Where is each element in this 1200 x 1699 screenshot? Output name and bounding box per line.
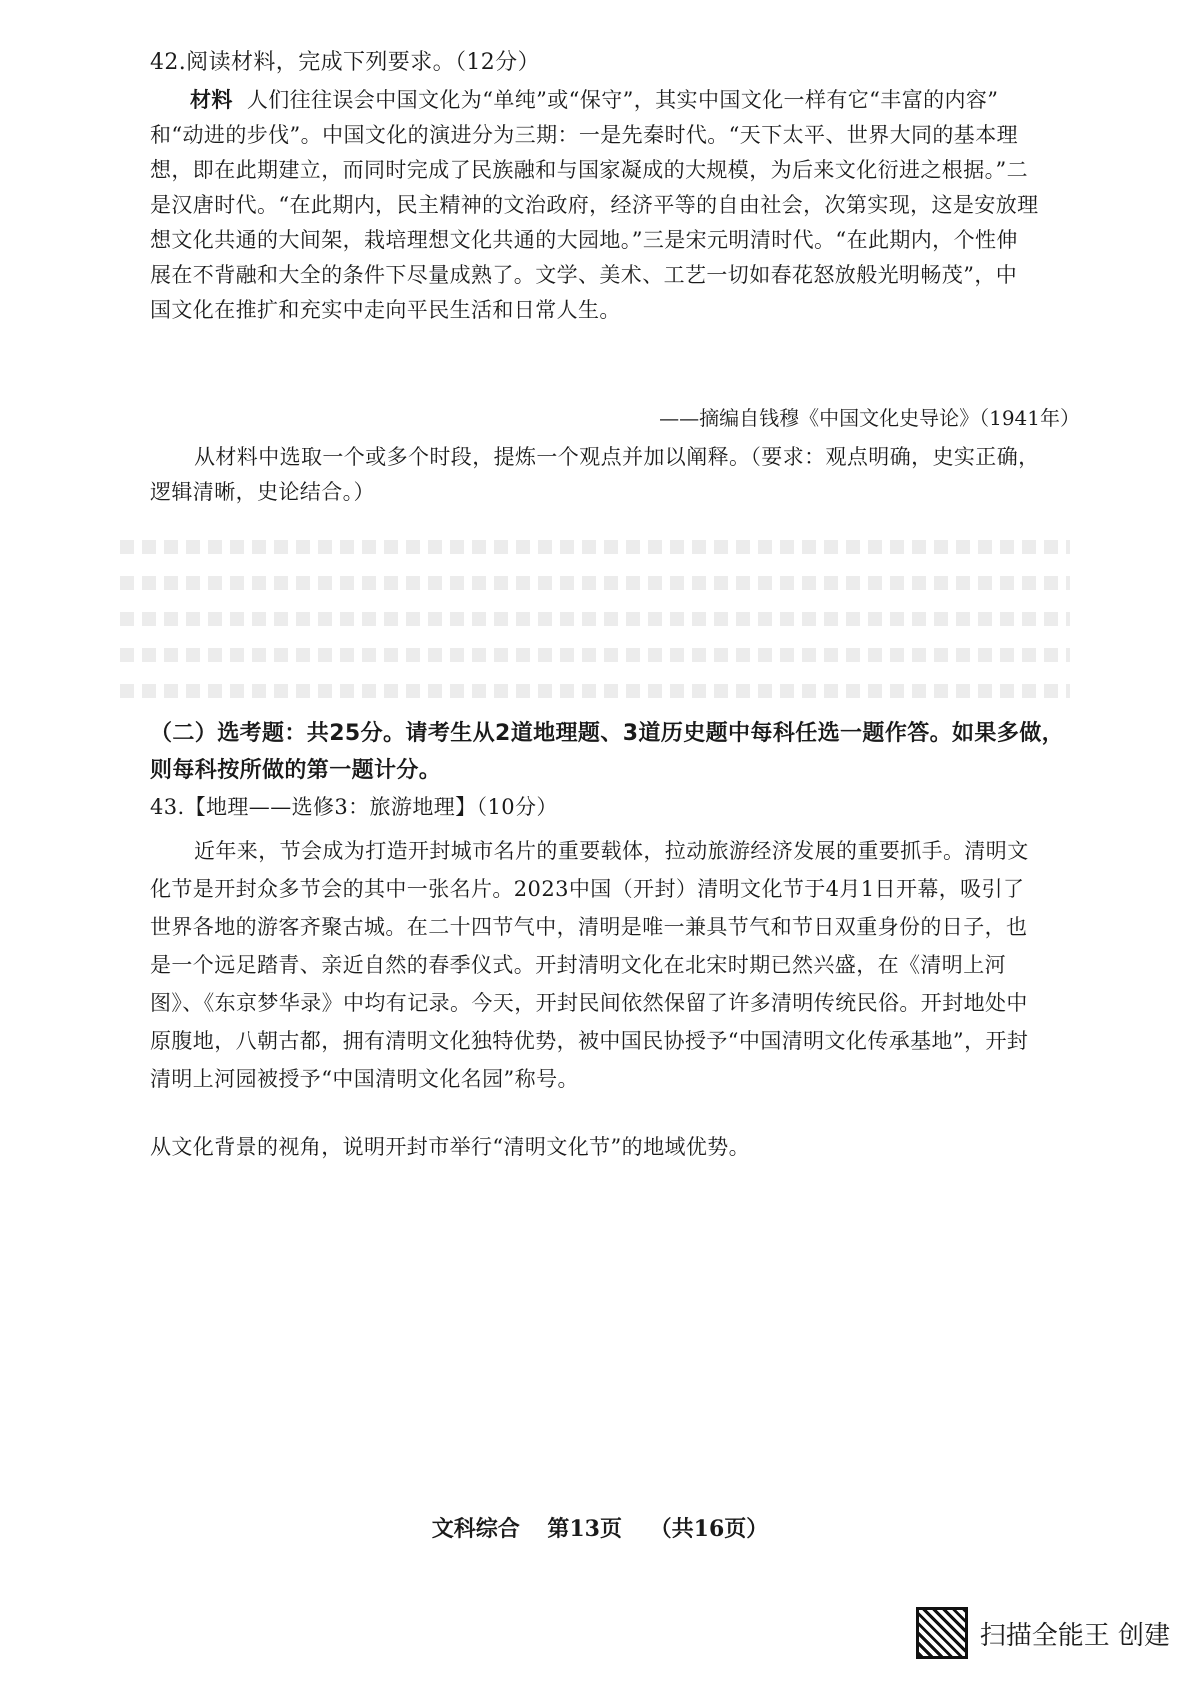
question-43-task: 从文化背景的视角，说明开封市举行“清明文化节”的地域优势。 — [150, 1135, 751, 1159]
scanner-watermark — [916, 1607, 1170, 1659]
material-line: 想文化共通的大间架，栽培理想文化共通的大园地。”三是宋元明清时代。“在此期内，个性伸 — [150, 228, 1018, 252]
body-line: 世界各地的游客齐聚古城。在二十四节气中，清明是唯一兼具节气和节日双重身份的日子，也 — [150, 915, 1028, 939]
bleed-through-text — [120, 540, 1070, 710]
footer-total-pages: （共16页） — [649, 1516, 769, 1542]
material-line: 国文化在推扩和充实中走向平民生活和日常人生。 — [150, 298, 621, 322]
elective-line: （二）选考题：共25分。请考生从2道地理题、3道历史题中每科任选一题作答。如果多做， — [150, 721, 1065, 746]
question-43-body — [150, 832, 1070, 1098]
question-42-title: 42.阅读材料，完成下列要求。（12分） — [150, 50, 540, 75]
body-line: 清明上河园被授予“中国清明文化名园”称号。 — [150, 1067, 579, 1091]
question-43-title-block — [150, 790, 1070, 825]
question-42-task — [150, 440, 1070, 510]
body-line: 化节是开封众多节会的其中一张名片。2023中国（开封）清明文化节于4月1日开幕，吸引了 — [150, 877, 1025, 901]
material-source: ——摘编自钱穆《中国文化史导论》（1941年） — [659, 406, 1080, 430]
body-line: 原腹地，八朝古都，拥有清明文化独特优势，被中国民协授予“中国清明文化传承基地”，开封 — [150, 1029, 1029, 1053]
question-42-material — [150, 82, 1070, 328]
material-line: 想，即在此期建立，而同时完成了民族融和与国家凝成的大规模，为后来文化衍进之根据。”二 — [150, 158, 1029, 182]
question-43-title: 43.【地理——选修3：旅游地理】（10分） — [150, 795, 558, 819]
scanner-label: 扫描全能王 创建 — [979, 1620, 1170, 1651]
material-label: 材料 — [190, 87, 233, 112]
question-42-title-block — [150, 45, 1070, 80]
page-footer — [0, 1512, 1200, 1543]
task-line: 逻辑清晰，史论结合。） — [150, 480, 375, 504]
footer-page-number: 第13页 — [547, 1516, 622, 1542]
qr-code-icon — [916, 1607, 968, 1659]
elective-instructions — [150, 715, 1070, 789]
task-line: 从材料中选取一个或多个时段，提炼一个观点并加以阐释。（要求：观点明确，史实正确， — [194, 445, 1040, 469]
material-line: 和“动进的步伐”。中国文化的演进分为三期：一是先秦时代。“天下太平、世界大同的基本理 — [150, 123, 1019, 147]
material-line: 展在不背融和大全的条件下尽量成熟了。文学、美术、工艺一切如春花怒放般光明畅茂”，中 — [150, 263, 1018, 287]
footer-subject: 文科综合 — [431, 1516, 520, 1542]
body-line: 图》、《东京梦华录》中均有记录。今天，开封民间依然保留了许多清明传统民俗。开封地处中 — [150, 991, 1028, 1015]
material-line: 是汉唐时代。“在此期内，民主精神的文治政府，经济平等的自由社会，次第实现，这是安放理 — [150, 193, 1039, 217]
body-line: 近年来，节会成为打造开封城市名片的重要载体，拉动旅游经济发展的重要抓手。清明文 — [194, 839, 1029, 863]
question-43-task-block — [150, 1130, 1070, 1165]
body-line: 是一个远足踏青、亲近自然的春季仪式。开封清明文化在北宋时期已然兴盛，在《清明上河 — [150, 953, 1006, 977]
elective-line: 则每科按所做的第一题计分。 — [150, 758, 442, 783]
material-line: 材料 人们往往误会中国文化为“单纯”或“保守”，其实中国文化一样有它“丰富的内容” — [190, 87, 999, 112]
